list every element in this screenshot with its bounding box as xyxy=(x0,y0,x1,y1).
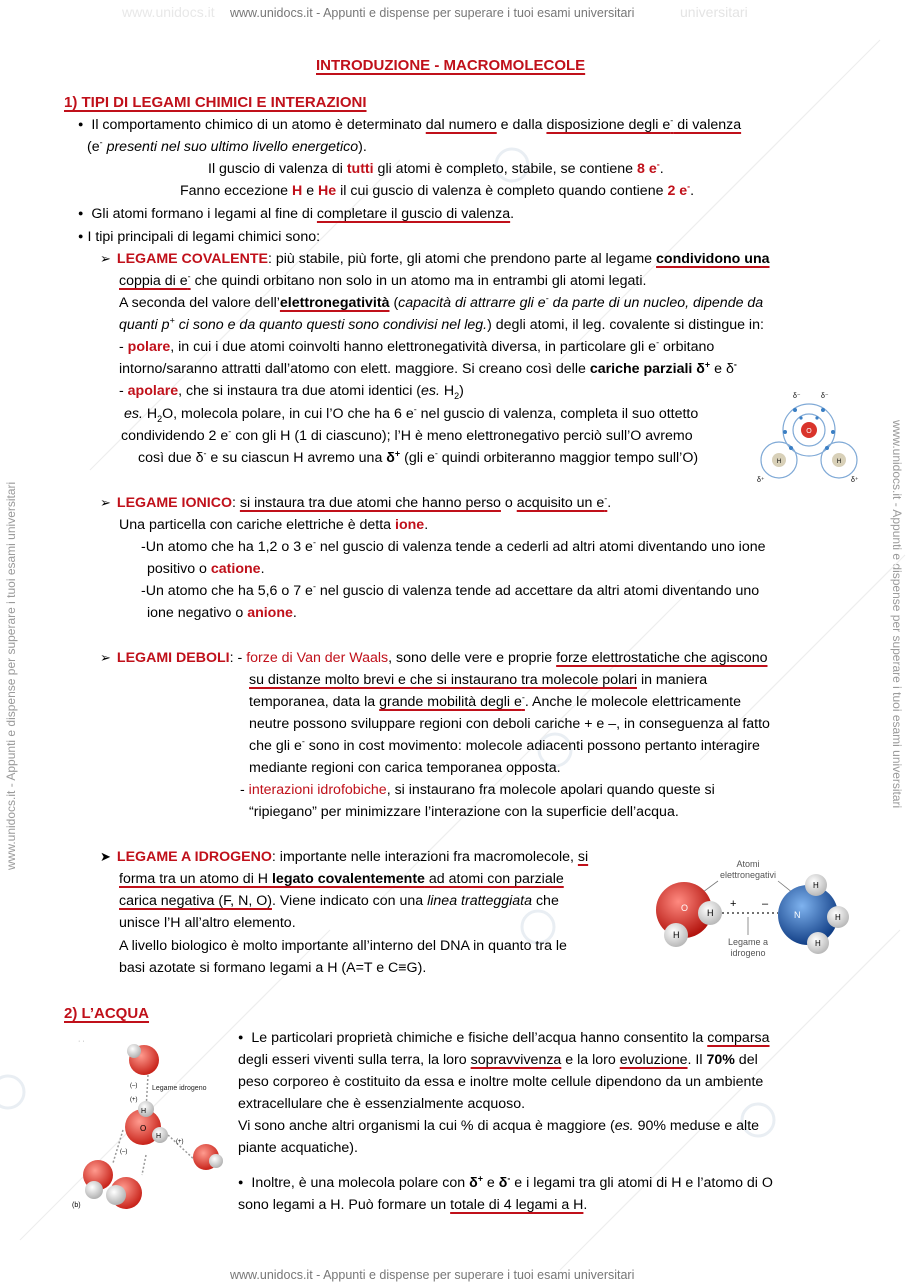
text: con gli H (1 di ciascuno); l’H è meno elettronegativo perciò sull’O avremo xyxy=(231,428,693,444)
italic-text: es. xyxy=(421,383,440,399)
underlined-text: forze elettrostatiche che agiscono xyxy=(556,650,768,666)
hydrogen-bond-figure xyxy=(648,855,863,970)
text: orbitano xyxy=(659,339,715,355)
superscript: - xyxy=(99,137,103,148)
o-label: O xyxy=(140,1124,147,1133)
underlined-text: elettronegatività xyxy=(279,295,390,311)
hydrogen-line-2 xyxy=(119,868,564,890)
text: nel guscio di valenza, completa il suo ottetto xyxy=(416,406,699,422)
text: che gli e xyxy=(249,738,302,754)
section2-heading: 2) L’ACQUA xyxy=(64,1005,150,1022)
italic-text: presenti nel suo ultimo livello energetico xyxy=(102,139,359,155)
superscript: - xyxy=(670,115,674,126)
highlight: tutti xyxy=(346,161,374,177)
n-hydrogen-label-2: H xyxy=(835,913,841,922)
delta-minus-label-2: δ⁻ xyxy=(821,393,829,400)
charge-minus-1: (–) xyxy=(130,1083,138,1089)
bullet-3: ● I tipi principali di legami chimici sono: xyxy=(78,226,320,249)
ionic-line-3 xyxy=(141,536,766,558)
text: sono legami a H. Può formare un xyxy=(238,1197,451,1213)
italic-text: quanti p xyxy=(119,317,170,333)
bullet-1-line-1 xyxy=(78,114,741,137)
highlight: catione xyxy=(210,561,261,577)
section-label: LEGAME A IDROGENO xyxy=(116,849,272,865)
text: e δ xyxy=(710,361,734,377)
bullet-1-line-3 xyxy=(208,158,664,180)
text: . xyxy=(510,206,515,222)
underlined-text: si instaura tra due atomi che hanno perso xyxy=(239,495,501,511)
arrow-bullet-icon: ➢ xyxy=(100,650,111,665)
underlined-text: su distanze molto brevi e che si instaurano tra molecole polari xyxy=(249,672,637,688)
text: sono in cost movimento: molecole adiacenti possono pertanto interagire xyxy=(304,738,760,754)
water-orbital-diagram xyxy=(755,390,865,485)
covalent-line-1 xyxy=(100,248,770,270)
oxygen-label: O xyxy=(681,903,689,913)
covalent-line-7 xyxy=(119,380,464,402)
covalent-line-4 xyxy=(119,314,764,336)
text: ad atomi con parziale xyxy=(424,871,564,887)
text: che quindi orbitano non solo in un atomo ma in entrambi gli atomi legati. xyxy=(190,273,647,289)
ionic-line-6 xyxy=(147,602,297,624)
svg-text:· ·: · · xyxy=(78,1038,85,1045)
text: quindi orbiteranno maggior tempo sull’O) xyxy=(437,450,699,466)
superscript: + xyxy=(477,1173,483,1184)
superscript: - xyxy=(203,448,207,459)
covalent-line-9 xyxy=(121,425,693,447)
superscript: - xyxy=(507,1173,511,1184)
text: - xyxy=(119,383,128,399)
text: intorno/saranno attratti dall’atomo con elett. maggiore. Si creano così delle xyxy=(119,361,590,377)
text: . Il xyxy=(687,1052,707,1068)
h-label-2: H xyxy=(156,1133,162,1140)
underlined-text xyxy=(379,694,525,710)
watermark-top-faint: www.unidocs.it xyxy=(122,4,215,20)
text: grande mobilità degli e xyxy=(379,694,522,710)
arrow-bullet-icon: ➤ xyxy=(100,849,111,864)
highlight: H xyxy=(292,183,303,199)
text: . Anche le molecole elettricamente xyxy=(524,694,741,710)
subscript: 2 xyxy=(454,390,460,401)
text: disposizione degli e xyxy=(546,117,671,133)
text: Il comportamento chimico di un atomo è determinato xyxy=(91,117,426,133)
minus-sign: – xyxy=(762,898,769,910)
weak-line-7 xyxy=(240,779,715,801)
text: Una particella con cariche elettriche è detta xyxy=(119,517,396,533)
subscript: 2 xyxy=(157,413,163,424)
text: - xyxy=(119,339,128,355)
text: in maniera xyxy=(637,672,708,688)
text: nel guscio di valenza tende a cederli ad altri atomi diventando uno ione xyxy=(315,539,766,555)
text: . xyxy=(690,183,695,199)
text: 8 e xyxy=(637,161,657,177)
text: Gli atomi formano i legami al fine di xyxy=(91,206,317,222)
text: forma tra un atomo di H xyxy=(119,871,272,887)
italic-text: linea tratteggiata xyxy=(427,893,533,909)
watermark-bottom-text: www.unidocs.it - Appunti e dispense per superare i tuoi esami universitari xyxy=(230,1268,635,1282)
underlined-text: carica negativa (F, N, O) xyxy=(119,893,272,909)
text: così due δ xyxy=(138,450,204,466)
bullet-1-line-2 xyxy=(87,136,367,158)
superscript: + xyxy=(704,359,711,370)
acqua-p1-line-5 xyxy=(238,1115,759,1137)
text: ). xyxy=(358,139,367,155)
text: . Viene indicato con una xyxy=(271,893,428,909)
underlined-text xyxy=(119,273,191,289)
superscript: - xyxy=(228,426,232,437)
acqua-p1-line-4: extracellulare che è essenzialmente acquoso. xyxy=(238,1096,526,1112)
text: positivo o xyxy=(147,561,211,577)
underlined-text xyxy=(546,117,741,133)
hbond-label: Legame idrogeno xyxy=(152,1085,207,1092)
ionic-line-1 xyxy=(100,492,611,514)
superscript: - xyxy=(434,448,438,459)
atoms-label-1: Atomi xyxy=(736,859,760,869)
section1-heading: 1) TIPI DI LEGAMI CHIMICI E INTERAZIONI xyxy=(64,94,367,111)
n-hydrogen-label-1: H xyxy=(813,881,819,890)
text: : più stabile, più forte, gli atomi che prendono parte al legame xyxy=(267,251,657,267)
superscript: - xyxy=(413,404,417,415)
bullet-2 xyxy=(78,203,514,226)
acqua-p1-line-2 xyxy=(238,1049,758,1071)
text: . xyxy=(607,495,612,511)
text: 2 e xyxy=(667,183,688,199)
atoms-label-2: elettronegativi xyxy=(719,870,777,880)
watermark-top-right-faint: universitari xyxy=(680,4,748,20)
covalent-line-10 xyxy=(138,447,698,469)
hydrogen-line-1 xyxy=(100,846,588,868)
text: gli atomi è completo, stabile, se contiene xyxy=(373,161,638,177)
superscript: - xyxy=(656,159,660,170)
text: . xyxy=(659,161,664,177)
acqua-p1-line-1 xyxy=(238,1027,770,1050)
italic-text: ci sono e da quanto questi sono condivisi nel leg. xyxy=(174,317,488,333)
underlined-text xyxy=(517,495,608,511)
text: il cui guscio di valenza è completo quando contiene xyxy=(336,183,668,199)
highlight: apolare xyxy=(127,383,179,399)
underlined-text xyxy=(119,871,564,887)
underlined-text: sopravvivenza xyxy=(470,1052,562,1068)
superscript: - xyxy=(545,293,549,304)
charge-plus-1: (+) xyxy=(130,1097,138,1103)
hydrogen-label-1: H xyxy=(776,459,782,465)
watermark-right: www.unidocs.it - Appunti e dispense per superare i tuoi esami universitari xyxy=(890,420,904,809)
underlined-text: evoluzione xyxy=(619,1052,688,1068)
delta-plus-label-2: δ⁺ xyxy=(851,477,859,484)
hydrogen-label-2: H xyxy=(673,930,680,940)
bold-text: cariche parziali δ xyxy=(589,361,705,377)
text: o xyxy=(500,495,517,511)
bond-label-2: idrogeno xyxy=(730,948,766,958)
text: -Un atomo che ha 5,6 o 7 e xyxy=(141,583,313,599)
charge-minus-2: (–) xyxy=(120,1149,128,1155)
n-hydrogen-label-3: H xyxy=(815,939,821,948)
acqua-p1-line-3: peso corporeo è costituito da essa e inoltre molte cellule dipendono da un ambiente xyxy=(238,1074,764,1090)
text: , si instaurano fra molecole apolari quando queste si xyxy=(386,782,715,798)
bold-text: legato covalentemente xyxy=(271,871,425,887)
text: nel guscio di valenza tende ad accettare da altri atomi diventando uno xyxy=(315,583,760,599)
bold-text: 70% xyxy=(706,1052,735,1068)
text: e xyxy=(302,183,319,199)
text: (gli e xyxy=(400,450,435,466)
underlined-text: condividono una xyxy=(656,251,770,267)
text: A seconda del valore dell’ xyxy=(119,295,280,311)
hydrogen-label-1: H xyxy=(707,908,714,918)
text: 90% meduse e alte xyxy=(633,1118,760,1134)
superscript: - xyxy=(656,337,660,348)
acqua-p2-line-2 xyxy=(238,1194,587,1216)
section-label: LEGAME COVALENTE xyxy=(116,251,268,267)
text: di valenza xyxy=(673,117,742,133)
text: . xyxy=(260,561,265,577)
superscript: - xyxy=(187,271,191,282)
text: : importante nelle interazioni fra macromolecole, xyxy=(271,849,578,865)
hydrogen-line-4: unisce l’H all’altro elemento. xyxy=(119,915,296,931)
superscript: + xyxy=(394,448,401,459)
weak-line-8: “ripiegano” per minimizzare l’interazione con la superficie dell’acqua. xyxy=(249,804,679,820)
oxygen-label: O xyxy=(806,428,812,435)
watermark-top-text: www.unidocs.it - Appunti e dispense per superare i tuoi esami universitari xyxy=(230,6,635,20)
highlight: forze di Van der Waals xyxy=(246,650,389,666)
weak-line-5 xyxy=(249,735,760,757)
ionic-line-5 xyxy=(141,580,759,602)
nitrogen-label: N xyxy=(794,910,801,920)
hydrogen-label-2: H xyxy=(836,459,842,465)
text: Fanno eccezione xyxy=(180,183,292,199)
text: e xyxy=(482,1175,499,1191)
weak-line-4: neutre possono sviluppare regioni con deboli cariche + e –, in conseguenza al fatto xyxy=(249,716,770,732)
superscript: - xyxy=(301,736,305,747)
italic-text: da parte di un nucleo, dipende da xyxy=(548,295,764,311)
text: del xyxy=(734,1052,758,1068)
text: O, molecola polare, in cui l’O che ha 6 e xyxy=(162,406,414,422)
text: . xyxy=(583,1197,588,1213)
plus-sign: + xyxy=(730,898,737,910)
superscript: - xyxy=(733,359,737,370)
text: Le particolari proprietà chimiche e fisiche dell’acqua hanno consentito la xyxy=(251,1030,708,1046)
charge-plus-2: (+) xyxy=(176,1139,184,1145)
italic-text: es. xyxy=(124,406,143,422)
highlight: polare xyxy=(127,339,171,355)
section-label: LEGAMI DEBOLI xyxy=(116,650,230,666)
text: H xyxy=(142,406,158,422)
bullet-1-line-4 xyxy=(180,180,694,202)
text: Vi sono anche altri organismi la cui % di acqua è maggiore ( xyxy=(238,1118,615,1134)
covalent-line-3 xyxy=(119,292,763,314)
bold-text: δ xyxy=(386,450,395,466)
delta-plus-label-1: δ⁺ xyxy=(757,477,765,484)
water-hbond-figure xyxy=(68,1035,228,1210)
text: - xyxy=(240,782,249,798)
text: : - xyxy=(229,650,247,666)
text: temporanea, data la xyxy=(249,694,380,710)
text: . xyxy=(292,605,297,621)
arrow-bullet-icon: ➢ xyxy=(100,495,111,510)
text: -Un atomo che ha 1,2 o 3 e xyxy=(141,539,313,555)
text: : xyxy=(232,495,240,511)
italic-text: es. xyxy=(614,1118,634,1134)
superscript: - xyxy=(312,581,316,592)
weak-line-1 xyxy=(100,647,767,669)
covalent-line-2 xyxy=(119,270,646,292)
page-title: INTRODUZIONE - MACROMOLECOLE xyxy=(316,57,586,74)
text: H xyxy=(439,383,455,399)
text: coppia di e xyxy=(119,273,188,289)
text: , che si instaura tra due atomi identici ( xyxy=(178,383,422,399)
text: (e xyxy=(87,139,100,155)
text: Il guscio di valenza di xyxy=(208,161,347,177)
text: Inoltre, è una molecola polare con xyxy=(251,1175,470,1191)
text: . xyxy=(424,517,429,533)
superscript: - xyxy=(521,692,525,703)
weak-line-2 xyxy=(249,669,707,691)
underlined-text: dal numero xyxy=(425,117,497,133)
highlight: interazioni idrofobiche xyxy=(248,782,387,798)
highlight xyxy=(667,183,690,199)
underlined-text: comparsa xyxy=(707,1030,770,1046)
watermark-left: www.unidocs.it - Appunti e dispense per superare i tuoi esami universitari xyxy=(4,481,18,870)
hydrogen-line-5: A livello biologico è molto importante all’interno del DNA in quanto tra le xyxy=(119,938,567,954)
text: e dalla xyxy=(496,117,547,133)
delta-minus-label-1: δ⁻ xyxy=(793,393,801,400)
underlined-text: completare il guscio di valenza xyxy=(316,206,511,222)
covalent-line-5 xyxy=(119,336,714,358)
panel-label: (b) xyxy=(72,1202,81,1209)
text: , sono delle vere e proprie xyxy=(388,650,557,666)
ionic-line-4 xyxy=(147,558,265,580)
italic-text: capacità di attrarre gli e xyxy=(398,295,546,311)
highlight: He xyxy=(318,183,337,199)
superscript: + xyxy=(169,315,175,326)
weak-line-3 xyxy=(249,691,741,713)
text: ( xyxy=(389,295,399,311)
covalent-line-6 xyxy=(119,358,737,380)
hydrogen-line-6: basi azotate si formano legami a H (A=T e C≡G). xyxy=(119,960,427,976)
superscript: - xyxy=(604,493,608,504)
section-label: LEGAME IONICO xyxy=(116,495,232,511)
ionic-line-2 xyxy=(119,514,428,536)
text: acquisito un e xyxy=(516,495,605,511)
acqua-p1-line-6: piante acquatiche). xyxy=(238,1140,358,1156)
text: e la loro xyxy=(561,1052,620,1068)
hydrogen-line-3 xyxy=(119,890,559,912)
text: degli esseri viventi sulla terra, la loro xyxy=(238,1052,471,1068)
superscript: - xyxy=(312,537,316,548)
highlight xyxy=(637,161,660,177)
text: e su ciascun H avremo una xyxy=(206,450,387,466)
weak-line-6: mediante regioni con carica temporanea opposta. xyxy=(249,760,561,776)
covalent-line-8 xyxy=(124,403,698,425)
text: ) xyxy=(459,383,464,399)
bold-text: δ xyxy=(469,1175,478,1191)
text: , in cui i due atomi coinvolti hanno elettronegatività diversa, in particolare gli e xyxy=(170,339,657,355)
arrow-bullet-icon: ➢ xyxy=(100,251,111,266)
underlined-text: totale di 4 legami a H xyxy=(450,1197,584,1213)
acqua-p2-line-1 xyxy=(238,1172,773,1195)
bold-text: δ xyxy=(498,1175,508,1191)
text: condividendo 2 e xyxy=(121,428,229,444)
highlight: ione xyxy=(395,517,425,533)
underlined-text: si xyxy=(577,849,589,865)
bond-label-1: Legame a xyxy=(727,937,769,947)
highlight: anione xyxy=(247,605,293,621)
text: e i legami tra gli atomi di H e l’atomo di O xyxy=(510,1175,773,1191)
text: ione negativo o xyxy=(147,605,248,621)
text: ) degli atomi, il leg. covalente si distingue in: xyxy=(487,317,764,333)
text: che xyxy=(532,893,559,909)
h-label-1: H xyxy=(141,1108,147,1115)
superscript: - xyxy=(687,181,691,192)
